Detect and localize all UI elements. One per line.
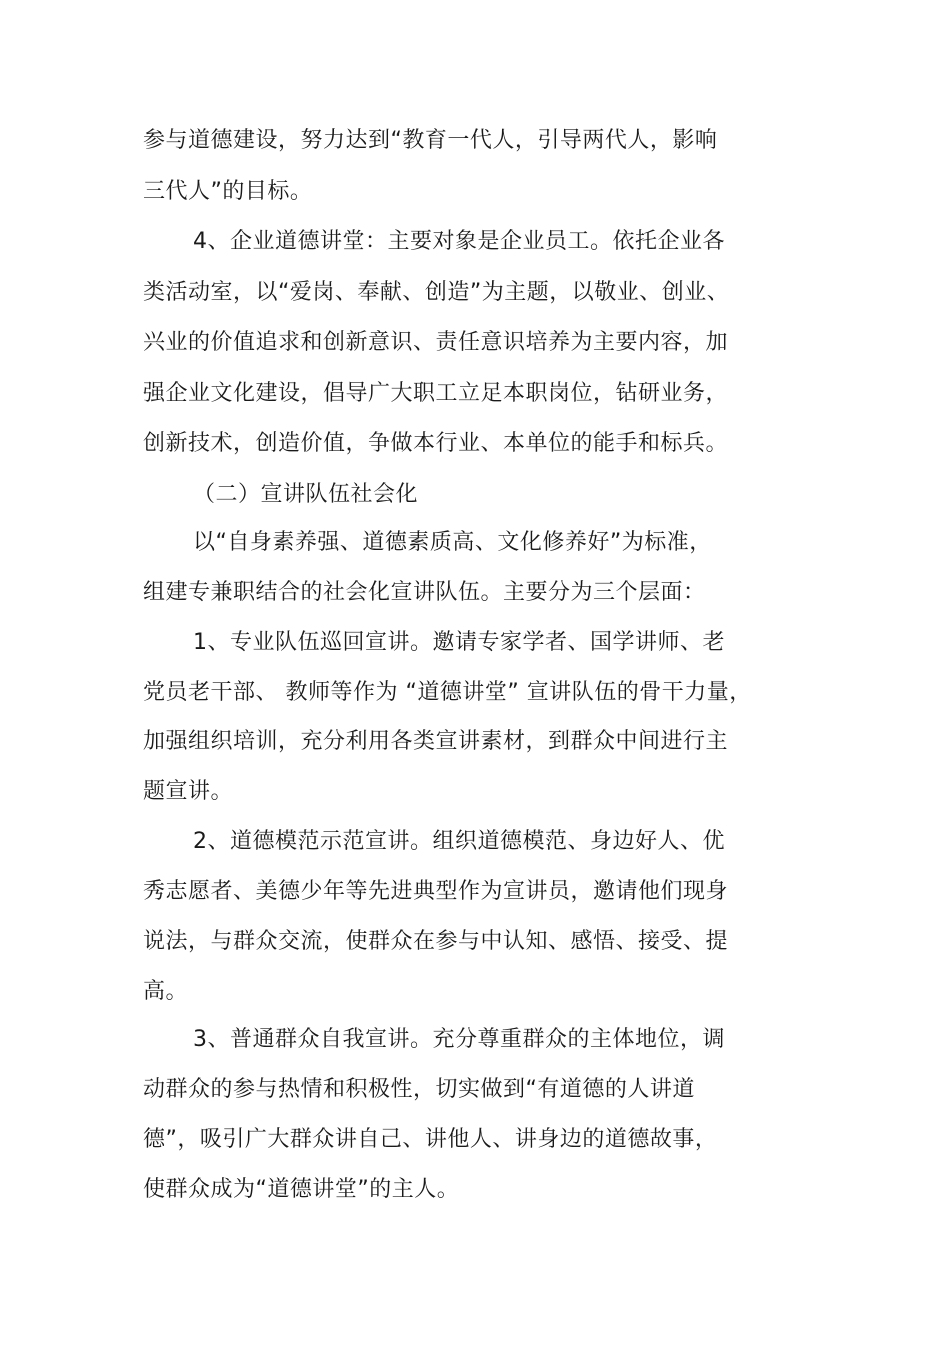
text-line: 创新技术，创造价值，争做本行业、本单位的能手和标兵。 [143,431,729,456]
text-line: 1、专业队伍巡回宣讲。邀请专家学者、国学讲师、老 [193,630,725,655]
text-line: 兴业的价值追求和创新意识、责任意识培养为主要内容，加 [143,330,729,355]
text-line: 以“自身素养强、道德素质高、文化修养好”为标准， [193,530,712,555]
text-line: 强企业文化建设，倡导广大职工立足本职岗位，钻研业务， [143,381,729,406]
text-line: 德”，吸引广大群众讲自己、讲他人、讲身边的道德故事， [143,1127,718,1152]
text-line: 高。 [143,979,189,1004]
text-line: 三代人”的目标。 [143,179,313,204]
text-line: 秀志愿者、美德少年等先进典型作为宣讲员，邀请他们现身 [143,879,729,904]
text-line: 动群众的参与热情和积极性，切实做到“有道德的人讲道 [143,1077,695,1102]
text-line: 加强组织培训，充分利用各类宣讲素材，到群众中间进行主 [143,729,729,754]
text-line: 说法，与群众交流，使群众在参与中认知、感悟、接受、提 [143,929,729,954]
section-heading: （二）宣讲队伍社会化 [193,482,419,507]
text-line: 4、企业道德讲堂：主要对象是企业员工。依托企业各 [193,229,725,254]
text-line: 使群众成为“道德讲堂”的主人。 [143,1177,460,1202]
text-line: 组建专兼职结合的社会化宣讲队伍。主要分为三个层面： [143,580,706,605]
text-line: 题宣讲。 [143,779,234,804]
text-line: 参与道德建设，努力达到“教育一代人，引导两代人，影响 [143,128,718,153]
text-line: 类活动室，以“爱岗、奉献、创造”为主题，以敬业、创业、 [143,280,730,305]
text-line: 2、道德模范示范宣讲。组织道德模范、身边好人、优 [193,829,725,854]
text-line: 党员老干部、 教师等作为 “道德讲堂” 宣讲队伍的骨干力量， [143,680,752,705]
text-line: 3、普通群众自我宣讲。充分尊重群众的主体地位，调 [193,1027,725,1052]
